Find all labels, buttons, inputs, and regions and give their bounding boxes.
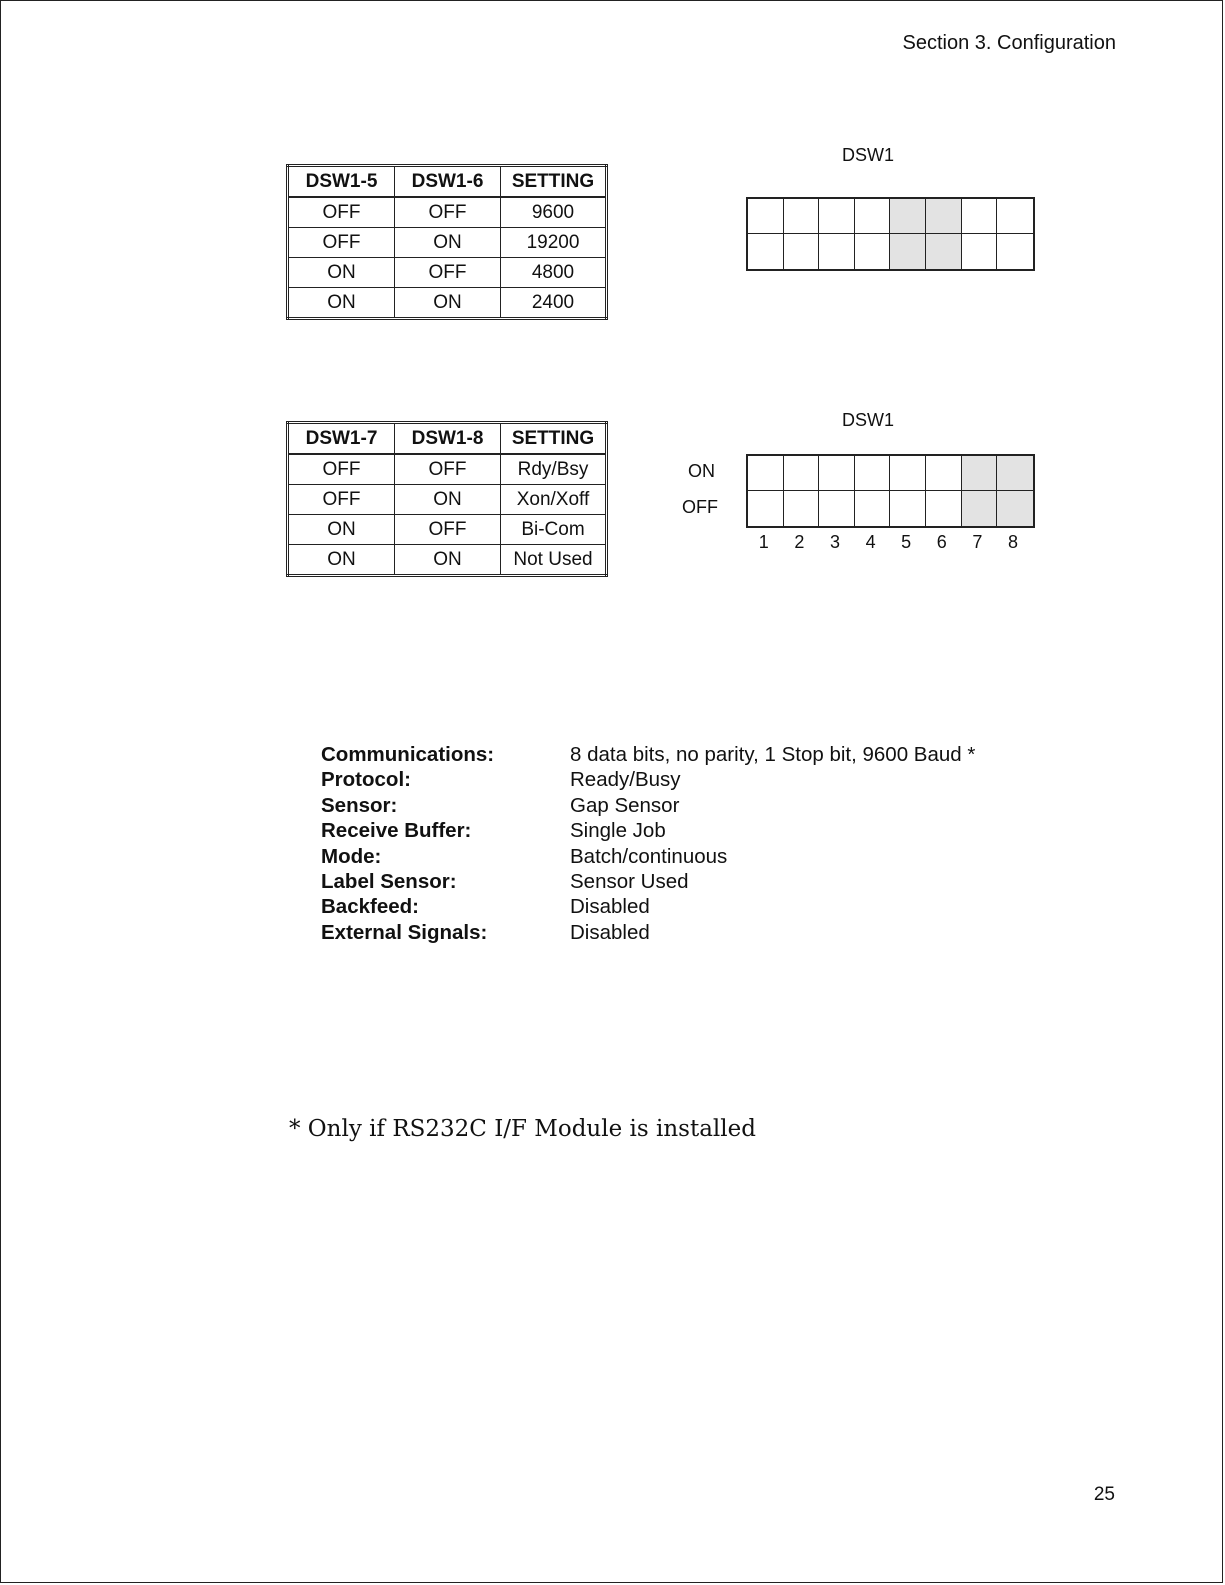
- switch-4-upper-cell: [855, 199, 891, 234]
- switch-1-upper-cell: [748, 456, 784, 491]
- switch-3-lower-cell: [819, 234, 855, 269]
- spec-label: Protocol:: [321, 768, 411, 792]
- spec-value: Disabled: [570, 895, 650, 919]
- switch-3-lower-cell: [819, 491, 855, 526]
- switch-3-upper-cell: [819, 199, 855, 234]
- protocol-table: [286, 421, 608, 577]
- table-cell: OFF: [395, 258, 501, 288]
- table-row: [288, 485, 607, 515]
- switch-8-lower-cell: [997, 234, 1033, 269]
- table-cell: 9600: [501, 197, 607, 228]
- table-row: [288, 515, 607, 545]
- switch-6-upper-cell: [926, 456, 962, 491]
- spec-value: Batch/continuous: [570, 844, 728, 868]
- dsw1-diagram-title: DSW1: [842, 145, 895, 165]
- spec-row: [321, 894, 975, 919]
- switch-6-upper-cell: [926, 199, 962, 234]
- switch-5-lower-cell: [890, 234, 926, 269]
- switch-2-upper-cell: [784, 199, 820, 234]
- switch-7-upper-cell: [962, 199, 998, 234]
- footnote: * Only if RS232C I/F Module is installed: [289, 1116, 756, 1142]
- spec-label: Receive Buffer:: [321, 819, 472, 843]
- table-cell: OFF: [288, 485, 395, 515]
- table-cell: OFF: [395, 454, 501, 485]
- table-cell: Xon/Xoff: [501, 485, 607, 515]
- spec-value: 8 data bits, no parity, 1 Stop bit, 9600 Baud *: [570, 743, 976, 766]
- switch-1-lower-cell: [748, 234, 784, 269]
- spec-row: [321, 742, 975, 767]
- switch-6-lower-cell: [926, 491, 962, 526]
- switch-6-lower-cell: [926, 234, 962, 269]
- switch-position-numbers: [746, 532, 1035, 553]
- table-cell: Rdy/Bsy: [501, 454, 607, 485]
- table-row: [288, 228, 607, 258]
- switch-number: 8: [1007, 532, 1018, 552]
- switch-1-lower-cell: [748, 491, 784, 526]
- spec-label: Mode:: [321, 844, 382, 868]
- table-row: [288, 258, 607, 288]
- table-cell: ON: [395, 545, 501, 576]
- table-cell: OFF: [395, 515, 501, 545]
- spec-value: Sensor Used: [570, 870, 689, 894]
- table-cell: 2400: [501, 288, 607, 319]
- table-cell: Bi-Com: [501, 515, 607, 545]
- default-settings-list: [321, 742, 975, 945]
- table-cell: OFF: [288, 454, 395, 485]
- dsw1-switch-diagram: [746, 197, 1035, 271]
- spec-value: Disabled: [570, 920, 650, 944]
- section-header: Section 3. Configuration: [902, 32, 1116, 54]
- table-cell: ON: [288, 545, 395, 576]
- switch-5-upper-cell: [890, 199, 926, 234]
- spec-label: Backfeed:: [321, 895, 419, 919]
- switch-4-upper-cell: [855, 456, 891, 491]
- table-row: [288, 197, 607, 228]
- column-header: DSW1-6: [395, 166, 501, 198]
- table-cell: Not Used: [501, 545, 607, 576]
- column-header: DSW1-5: [288, 166, 395, 198]
- column-header: SETTING: [501, 423, 607, 455]
- dsw1-diagram-title: DSW1: [842, 410, 895, 430]
- table-cell: ON: [288, 258, 395, 288]
- switch-5-upper-cell: [890, 456, 926, 491]
- switch-number: 7: [972, 532, 983, 552]
- spec-value: Gap Sensor: [570, 793, 680, 817]
- switch-7-lower-cell: [962, 491, 998, 526]
- switch-8-upper-cell: [997, 456, 1033, 491]
- switch-2-lower-cell: [784, 491, 820, 526]
- switch-number: 3: [829, 532, 840, 552]
- spec-value: Single Job: [570, 819, 666, 843]
- switch-number: 6: [936, 532, 947, 552]
- off-row-label: OFF: [682, 497, 718, 517]
- switch-number: 5: [901, 532, 912, 552]
- table-cell: OFF: [395, 197, 501, 228]
- spec-label: Communications:: [321, 743, 495, 766]
- on-row-label: ON: [688, 461, 715, 481]
- switch-1-upper-cell: [748, 199, 784, 234]
- switch-8-lower-cell: [997, 491, 1033, 526]
- table-row: [288, 545, 607, 576]
- switch-3-upper-cell: [819, 456, 855, 491]
- switch-number: 4: [865, 532, 876, 552]
- spec-row: [321, 844, 975, 869]
- table-cell: ON: [395, 288, 501, 319]
- table-row: [288, 454, 607, 485]
- switch-4-lower-cell: [855, 491, 891, 526]
- table-cell: ON: [395, 228, 501, 258]
- column-header: SETTING: [501, 166, 607, 198]
- switch-4-lower-cell: [855, 234, 891, 269]
- table-cell: 19200: [501, 228, 607, 258]
- spec-row: [321, 869, 975, 894]
- switch-7-upper-cell: [962, 456, 998, 491]
- baud-rate-table: [286, 164, 608, 320]
- switch-7-lower-cell: [962, 234, 998, 269]
- switch-number: 1: [758, 532, 769, 552]
- spec-row: [321, 793, 975, 818]
- table-cell: ON: [288, 515, 395, 545]
- spec-row: [321, 767, 975, 792]
- spec-label: Sensor:: [321, 793, 398, 817]
- spec-row: [321, 818, 975, 843]
- table-cell: OFF: [288, 197, 395, 228]
- table-row: [288, 288, 607, 319]
- table-cell: OFF: [288, 228, 395, 258]
- spec-label: External Signals:: [321, 920, 488, 944]
- switch-number: 2: [794, 532, 805, 552]
- spec-label: Label Sensor:: [321, 870, 457, 894]
- column-header: DSW1-8: [395, 423, 501, 455]
- switch-8-upper-cell: [997, 199, 1033, 234]
- switch-2-lower-cell: [784, 234, 820, 269]
- table-cell: ON: [395, 485, 501, 515]
- table-cell: ON: [288, 288, 395, 319]
- spec-row: [321, 920, 975, 945]
- switch-5-lower-cell: [890, 491, 926, 526]
- column-header: DSW1-7: [288, 423, 395, 455]
- spec-value: Ready/Busy: [570, 768, 681, 792]
- table-cell: 4800: [501, 258, 607, 288]
- switch-2-upper-cell: [784, 456, 820, 491]
- page-number: 25: [1093, 1484, 1115, 1505]
- dsw1-switch-diagram: [746, 454, 1035, 528]
